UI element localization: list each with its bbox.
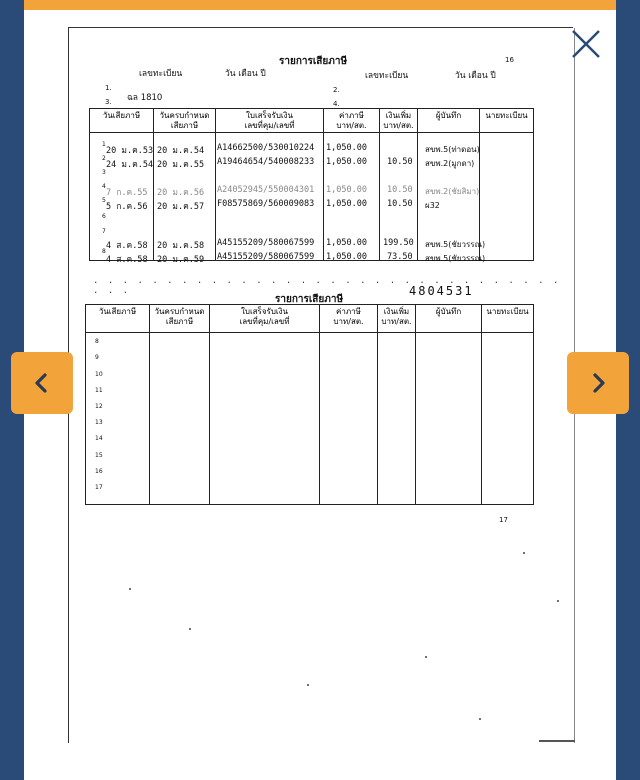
row-number: 17 — [95, 484, 103, 491]
viewer-top-bar — [24, 0, 616, 10]
line-1: 1. — [105, 84, 112, 92]
reg-label-2: เลขทะเบียน — [365, 71, 409, 81]
top-section-title: รายการเสียภาษี — [279, 56, 348, 67]
reg-label-1: เลขทะเบียน — [139, 69, 183, 79]
bottom-table-header: วันเสียภาษี วันครบกำหนด เสียภาษี ใบเสร็จรับเงิน เลขที่คุม/เลขที่ ค่าภาษี บาท/สต. เงินเพิ่ม บาท/สต. ผู้บันทึก นายทะเบียน — [86, 305, 534, 333]
document-stamp-number: 4804531 — [409, 284, 474, 298]
next-image-button[interactable] — [567, 352, 629, 414]
header-registrar: นายทะเบียน — [480, 109, 534, 133]
line-4: 4. — [333, 100, 340, 108]
header-recorder: ผู้บันทึก — [418, 109, 480, 133]
row-number: 10 — [95, 371, 103, 378]
bottom-tax-table — [85, 304, 534, 505]
header-paid-date: วันเสียภาษี — [90, 109, 154, 133]
date-label-1: วัน เดือน ปี — [225, 69, 266, 79]
row-number: 11 — [95, 387, 103, 394]
row-number: 12 — [95, 403, 103, 410]
line-3: 3. — [105, 98, 112, 106]
row-number: 16 — [95, 468, 103, 475]
header-due-date: วันครบกำหนด เสียภาษี — [154, 109, 216, 133]
header-surcharge: เงินเพิ่ม บาท/สต. — [380, 109, 418, 133]
header-tax: ค่าภาษี บาท/สต. — [324, 109, 380, 133]
row-number: 8 — [95, 338, 99, 345]
row-number: 15 — [95, 452, 103, 459]
bottom-section-title: รายการเสียภาษี — [275, 294, 344, 305]
top-table-header — [90, 109, 534, 133]
row-number: 14 — [95, 435, 103, 442]
page-number: 17 — [499, 516, 508, 524]
close-button[interactable] — [566, 24, 606, 64]
dotted-separator: . . . . . . . . . . . . . . . . . . . . . . . . . . . . . . . . . . . — [93, 276, 561, 296]
date-label-2: วัน เดือน ปี — [455, 71, 496, 81]
plate-number: ฉล 1810 — [127, 93, 163, 103]
chevron-right-icon — [586, 371, 610, 395]
line-2: 2. — [333, 86, 340, 94]
row-number: 13 — [95, 419, 103, 426]
header-receipt: ใบเสร็จรับเงิน เลขที่คุม/เลขที่ — [216, 109, 324, 133]
row-number: 9 — [95, 354, 99, 361]
close-icon — [566, 24, 606, 64]
previous-image-button[interactable] — [11, 352, 73, 414]
chevron-left-icon — [30, 371, 54, 395]
corner-number: 16 — [505, 56, 514, 64]
document-scan: 16 รายการเสียภาษี เลขทะเบียน วัน เดือน ปี เลขทะเบียน วัน เดือน ปี 1. 2. ฉล 1810 3. 4. วันเสียภาษี วันครบกำหนด เสียภาษี ใบเสร็จรับเงิน เลขที่คุม/เลขที่ ค่าภาษี บาท/สต. เงินเพิ่ม บาท/สต. ผู้บันทึก นายทะเบียน 1 20 ม.ค.53 20 ม.ค.54 A14662500/530010224 1,050.00 สขพ.5(ท่าดอน) 2 24 ม.ค.54 20 ม.ค.55 A19464654/540008233 1,050.00 10.50 สขพ.2(มูกดา) 3 4 7 ก.ค.55 20 ม.ค.56 A24052945/550004301 1,050.00 10.50 สขพ.2(ชัยสิมา) 5 5 ก.ค.56 20 ม.ค.57 F08575869/560009083 1,050.00 10.50 ผ32 6 7 4 ส.ค.58 20 ม.ค.58 A45155209/580067599 1,050.00 199.50 สขพ.5(ชัยวรรณ) 8 4 ส.ค.58 20 ม.ค.59 A45155209/580067599 1,050.00 73.50 สขพ.5(ชัยวรรณ) . . . . . . . . . . . . . . . . . . . . . . . . . . . . . . . . . . . 4804531 รายการเสียภาษี วันเสียภาษี วันครบกำหนด เสียภาษี ใบเสร็จรับเงิน เลขที่คุม/เลขที่ ค่าภาษี บาท/สต. เงินเพิ่ม บาท/สต. ผู้บันทึก นายทะเบียน 8 9 10 11 12 13 14 15 16 17 17 — [68, 27, 573, 743]
